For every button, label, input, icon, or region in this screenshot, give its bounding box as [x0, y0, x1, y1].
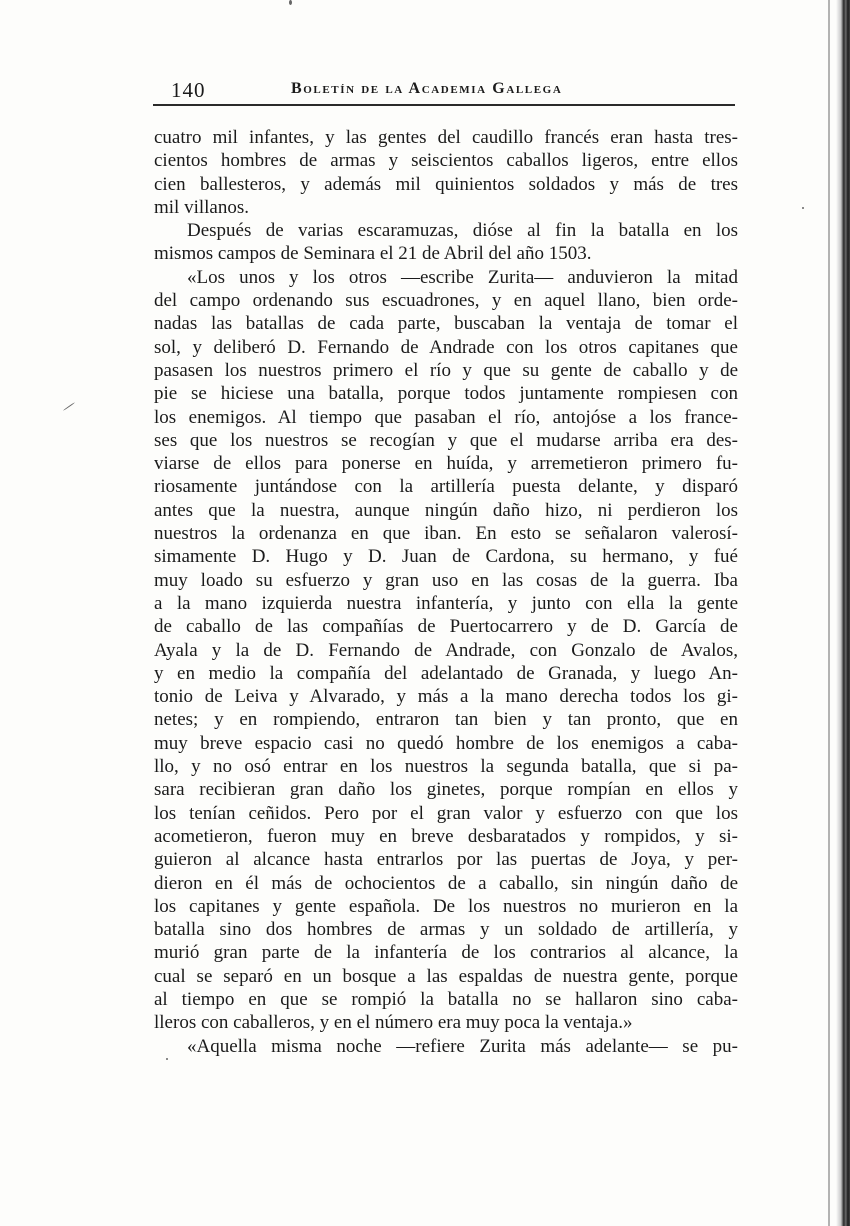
text-line: muy breve espacio casi no quedó hombre de los enemigos a caba- — [154, 732, 738, 754]
text-line: pie se hiciese una batalla, porque todos juntamente rompiesen con — [154, 383, 738, 405]
text-line: pasasen los nuestros primero el río y que su gente de caballo y de — [154, 359, 738, 381]
text-line: cien ballesteros, y además mil quinientos soldados y más de tres — [154, 173, 738, 195]
binding-edge-shadow — [836, 0, 850, 1226]
text-line: cuatro mil infantes, y las gentes del caudillo francés eran hasta tres- — [154, 127, 738, 148]
header-rule — [153, 104, 735, 106]
text-line: viarse de ellos para ponerse en huída, y arremetieron primero fu- — [154, 453, 738, 475]
text-line: mil villanos. — [154, 196, 249, 218]
text-line: cientos hombres de armas y seiscientos caballos ligeros, entre ellos — [154, 150, 738, 172]
text-line: y en medio la compañía del adelantado de Granada, y luego An- — [154, 662, 738, 684]
text-line: Ayala y la de D. Fernando de Andrade, con Gonzalo de Avalos, — [154, 639, 738, 661]
ink-speck — [63, 402, 75, 411]
ink-speck — [289, 0, 292, 5]
text-line: cual se separó en un bosque a las espaldas de nuestra gente, porque — [154, 965, 738, 987]
text-line: Después de varias escaramuzas, dióse al fin la batalla en los — [187, 220, 738, 242]
text-line: simamente D. Hugo y D. Juan de Cardona, su hermano, y fué — [154, 546, 738, 568]
page-number: 140 — [171, 78, 206, 102]
ink-speck — [166, 1058, 168, 1060]
text-line: batalla sino dos hombres de armas y un soldado de artillería, y — [154, 919, 738, 941]
text-line: dieron en él más de ochocientos de a caballo, sin ningún daño de — [154, 872, 738, 894]
text-line: al tiempo en que se rompió la batalla no se hallaron sino caba- — [154, 988, 738, 1010]
text-line: del campo ordenando sus escuadrones, y en aquel llano, bien orde- — [154, 290, 738, 312]
body-text — [154, 126, 738, 1058]
text-line: «Aquella misma noche —refiere Zurita más adelante— se pu- — [187, 1035, 738, 1057]
text-line: guieron al alcance hasta entrarlos por las puertas de Joya, y per- — [154, 849, 738, 871]
text-line: sol, y deliberó D. Fernando de Andrade con los otros capitanes que — [154, 336, 738, 358]
text-line: los capitanes y gente española. De los nuestros no murieron en la — [154, 895, 738, 917]
running-title: Boletín de la Academia Gallega — [291, 80, 563, 97]
text-line: nadas las batallas de cada parte, buscaban la ventaja de tomar el — [154, 313, 738, 335]
text-line: sara recibieran gran daño los ginetes, porque rompían en ellos y — [154, 779, 738, 801]
text-line: a la mano izquierda nuestra infantería, y junto con ella la gente — [154, 592, 738, 614]
text-line: «Los unos y los otros —escribe Zurita— anduvieron la mitad — [187, 266, 738, 288]
binding-edge-line — [828, 0, 830, 1226]
text-line: tonio de Leiva y Alvarado, y más a la mano derecha todos los gi- — [154, 686, 738, 708]
text-line: los tenían ceñidos. Pero por el gran valor y esfuerzo con que los — [154, 802, 738, 824]
text-line: ses que los nuestros se recogían y que el mudarse arriba era des- — [154, 429, 738, 451]
text-line: mismos campos de Seminara el 21 de Abril del año 1503. — [154, 243, 592, 265]
ink-speck — [802, 207, 804, 209]
text-line: acometieron, fueron muy en breve desbaratados y rompidos, y si- — [154, 825, 738, 847]
text-line: muy loado su esfuerzo y gran uso en las cosas de la guerra. Iba — [154, 569, 738, 591]
text-line: netes; y en rompiendo, entraron tan bien y tan pronto, que en — [154, 709, 738, 731]
text-line: murió gran parte de la infantería de los contrarios al alcance, la — [154, 942, 738, 964]
text-line: nuestros la ordenanza en que iban. En esto se señalaron valerosí- — [154, 523, 738, 545]
text-line: lleros con caballeros, y en el número era muy poca la ventaja.» — [154, 1012, 633, 1034]
running-header — [153, 78, 733, 104]
text-line: riosamente juntándose con la artillería puesta delante, y disparó — [154, 476, 738, 498]
text-line: antes que la nuestra, aunque ningún daño hizo, ni perdieron los — [154, 499, 738, 521]
text-line: llo, y no osó entrar en los nuestros la segunda batalla, que si pa- — [154, 756, 738, 778]
text-line: los enemigos. Al tiempo que pasaban el río, antojóse a los france- — [154, 406, 738, 428]
text-line: de caballo de las compañías de Puertocarrero y de D. García de — [154, 616, 738, 638]
